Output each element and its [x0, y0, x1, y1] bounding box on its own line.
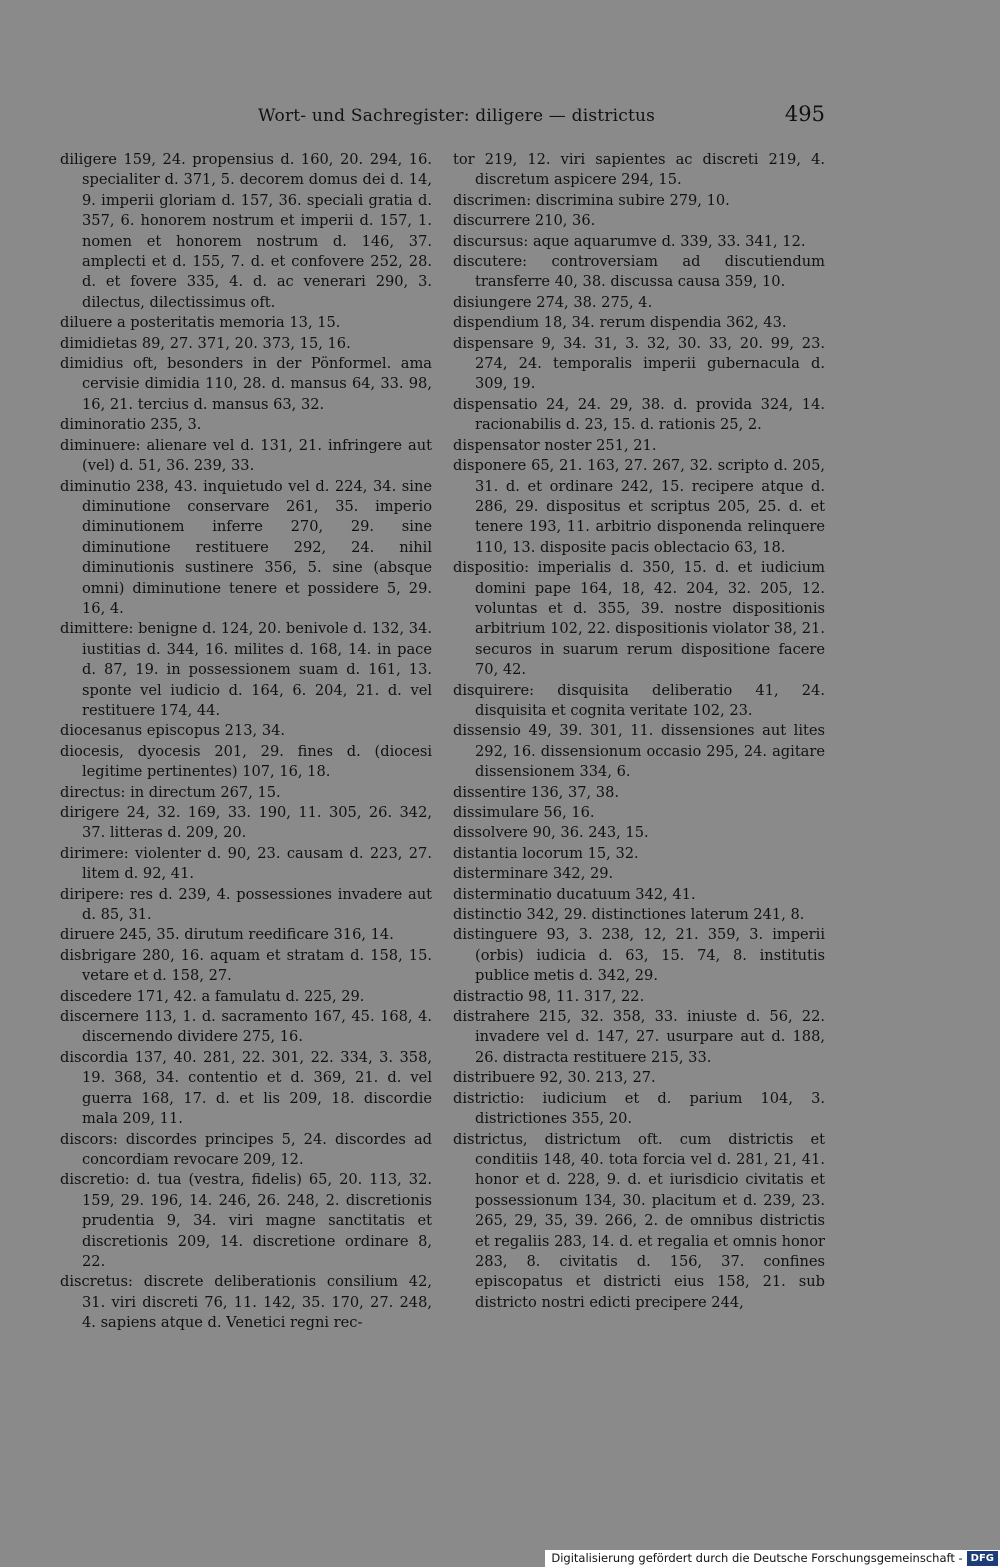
index-entry: dispensator noster 251, 21. [453, 436, 657, 454]
index-entry: discedere 171, 42. a famulatu d. 225, 29. [60, 987, 365, 1005]
index-entry: dissentire 136, 37, 38. [453, 783, 619, 801]
index-entry: disiungere 274, 38. 275, 4. [453, 293, 653, 311]
index-entry: discurrere 210, 36. [453, 212, 596, 230]
index-entry: diligere 159, 24. propensius d. 160, 20. 294, 16. specialiter d. 371, 5. decorem domus dei d. 14, 9. imperii gloriam d. 157, 36. speciali gratia d. 357, 6. honorem nostrum et imperii d. 157, 1. nomen et honorem nostrum d. 146, 37. amplecti et d. 155, 7. d. et confovere 252, 28. d. et fovere 335, 4. d. ac venerari 290, 3. dilectus, dilectissimus oft. [60, 151, 432, 311]
index-entry: disbrigare 280, 16. aquam et stratam d. 158, 15. vetare et d. 158, 27. [60, 946, 432, 985]
index-entry: distractio 98, 11. 317, 22. [453, 987, 645, 1005]
index-entry: dispendium 18, 34. rerum dispendia 362, 43. [453, 314, 787, 332]
index-entry: diocesis, dyocesis 201, 29. fines d. (diocesi legitime pertinentes) 107, 16, 18. [60, 742, 432, 781]
index-entry: dispensare 9, 34. 31, 3. 32, 30. 33, 20. 99, 23. 274, 24. temporalis imperii gubernacula d. 309, 19. [453, 334, 825, 393]
index-entry: dispensatio 24, 24. 29, 38. d. provida 324, 14. racionabilis d. 23, 15. d. rationis 25, 2. [453, 395, 825, 434]
index-entry: diminoratio 235, 3. [60, 416, 202, 434]
left-column [60, 150, 432, 1334]
index-entry: dirimere: violenter d. 90, 23. causam d. 223, 27. litem d. 92, 41. [60, 844, 432, 883]
index-entry: distrahere 215, 32. 358, 33. iniuste d. 56, 22. invadere vel d. 147, 27. usurpare aut d. 188, 26. distracta restituere 215, 33. [453, 1008, 825, 1066]
index-entry: directus: in directum 267, 15. [60, 783, 281, 801]
index-entry: diminuere: alienare vel d. 131, 21. infringere aut (vel) d. 51, 36. 239, 33. [60, 436, 432, 475]
index-entry: dimidius oft, besonders in der Pönformel. ama cervisie dimidia 110, 28. d. mansus 64, 33. 98, 16, 21. tercius d. mansus 63, 32. [60, 355, 432, 413]
index-entry: districtio: iudicium et d. parium 104, 3. districtiones 355, 20. [453, 1089, 825, 1128]
index-entry: diminutio 238, 43. inquietudo vel d. 224, 34. sine diminutione conservare 261, 35. imperio diminutionem inferre 270, 29. sine diminutione restituere 292, 24. nihil diminutionis sustinere 356, 5. sine (absque omni) diminutione tenere et possidere 5, 29. 16, 4. [60, 477, 432, 617]
running-head: Wort- und Sachregister: diligere — districtus [258, 106, 656, 126]
footer-credit [545, 1550, 1000, 1567]
index-entry: disponere 65, 21. 163, 27. 267, 32. scripto d. 205, 31. d. et ordinare 242, 15. recipere atque d. 286, 29. dispositus et scriptus 205, 25. d. et tenere 193, 11. arbitrio disponenda relinquere 110, 13. disposite pacis oblectacio 63, 18. [453, 457, 825, 556]
right-column [453, 150, 825, 1313]
index-entry: distinctio 342, 29. distinctiones laterum 241, 8. [453, 906, 805, 924]
index-entry: distantia locorum 15, 32. [453, 844, 639, 862]
footer-text: Digitalisierung gefördert durch die Deutsche Forschungsgemeinschaft - [551, 1551, 963, 1565]
index-entry: diluere a posteritatis memoria 13, 15. [60, 314, 341, 332]
index-entry: dissolvere 90, 36. 243, 15. [453, 824, 649, 842]
index-entry: dirigere 24, 32. 169, 33. 190, 11. 305, 26. 342, 37. litteras d. 209, 20. [60, 804, 432, 842]
index-entry: dispositio: imperialis d. 350, 15. d. et iudicium domini pape 164, 18, 42. 204, 32. 205, 12. voluntas et d. 355, 39. nostre dispositionis arbitrium 102, 22. dispositionis violator 38, 21. securos in suarum rerum dispositione facere 70, 42. [453, 559, 825, 679]
index-entry: distribuere 92, 30. 213, 27. [453, 1069, 656, 1087]
index-entry: discutere: controversiam ad discutiendum transferre 40, 38. discussa causa 359, 10. [453, 253, 825, 291]
index-entry: diruere 245, 35. dirutum reedificare 316, 14. [60, 926, 394, 944]
index-entry: diripere: res d. 239, 4. possessiones invadere aut d. 85, 31. [60, 885, 432, 924]
index-entry: discretio: d. tua (vestra, fidelis) 65, 20. 113, 32. 159, 29. 196, 14. 246, 26. 248, 2. discretionis prudentia 9, 34. viri magne sanctitatis et discretionis 209, 14. discretione ordinare 8, 22. [60, 1171, 432, 1270]
index-entry: disterminatio ducatuum 342, 41. [453, 885, 696, 903]
index-entry: tor 219, 12. viri sapientes ac discreti 219, 4. discretum aspicere 294, 15. [453, 151, 825, 189]
dfg-logo-icon: DFG [967, 1551, 998, 1566]
index-entry: discursus: aque aquarumve d. 339, 33. 341, 12. [453, 232, 806, 250]
index-entry: disterminare 342, 29. [453, 865, 614, 883]
index-entry: discernere 113, 1. d. sacramento 167, 45. 168, 4. discernendo dividere 275, 16. [60, 1008, 432, 1046]
index-entry: dimittere: benigne d. 124, 20. benivole d. 132, 34. iustitias d. 344, 16. milites d. 168, 14. in pace d. 87, 19. in possessionem suam d. 161, 13. sponte vel iudicio d. 164, 6. 204, 21. d. vel restituere 174, 44. [60, 620, 432, 719]
page-number: 495 [784, 102, 825, 126]
index-entry: diocesanus episcopus 213, 34. [60, 722, 286, 740]
index-entry: dissensio 49, 39. 301, 11. dissensiones aut lites 292, 16. dissensionum occasio 295, 24. agitare dissensionem 334, 6. [453, 722, 825, 781]
index-entry: disquirere: disquisita deliberatio 41, 24. disquisita et cognita veritate 102, 23. [453, 681, 825, 719]
index-entry: dimidietas 89, 27. 371, 20. 373, 15, 16. [60, 334, 351, 352]
index-entry: discrimen: discrimina subire 279, 10. [453, 191, 730, 209]
index-entry: discors: discordes principes 5, 24. discordes ad concordiam revocare 209, 12. [60, 1130, 432, 1168]
index-entry: discordia 137, 40. 281, 22. 301, 22. 334, 3. 358, 19. 368, 34. contentio et d. 369, 21. d. vel guerra 168, 17. d. et lis 209, 18. discordie mala 209, 11. [60, 1048, 432, 1128]
index-entry: dissimulare 56, 16. [453, 804, 595, 821]
index-entry: distinguere 93, 3. 238, 12, 21. 359, 3. imperii (orbis) iudicia d. 63, 15. 74, 8. institutis publice metis d. 342, 29. [453, 926, 825, 985]
index-entry: districtus, districtum oft. cum districtis et conditiis 148, 40. tota forcia vel d. 281, 21, 41. honor et d. 228, 9. d. et iurisdicio civitatis et possessionum 134, 30. placitum et d. 239, 23. 265, 29, 35, 39. 266, 2. de omnibus districtis et regaliis 283, 14. d. et regalia et omnis honor 283, 8. civitatis d. 156, 37. confines episcopatus et districti eius 158, 21. sub districto nostri edicti precipere 244, [453, 1130, 825, 1311]
page-header [60, 100, 825, 134]
index-entry: discretus: discrete deliberationis consilium 42, 31. viri discreti 76, 11. 142, 35. 170, 27. 248, 4. sapiens atque d. Venetici regni rec- [60, 1273, 432, 1332]
